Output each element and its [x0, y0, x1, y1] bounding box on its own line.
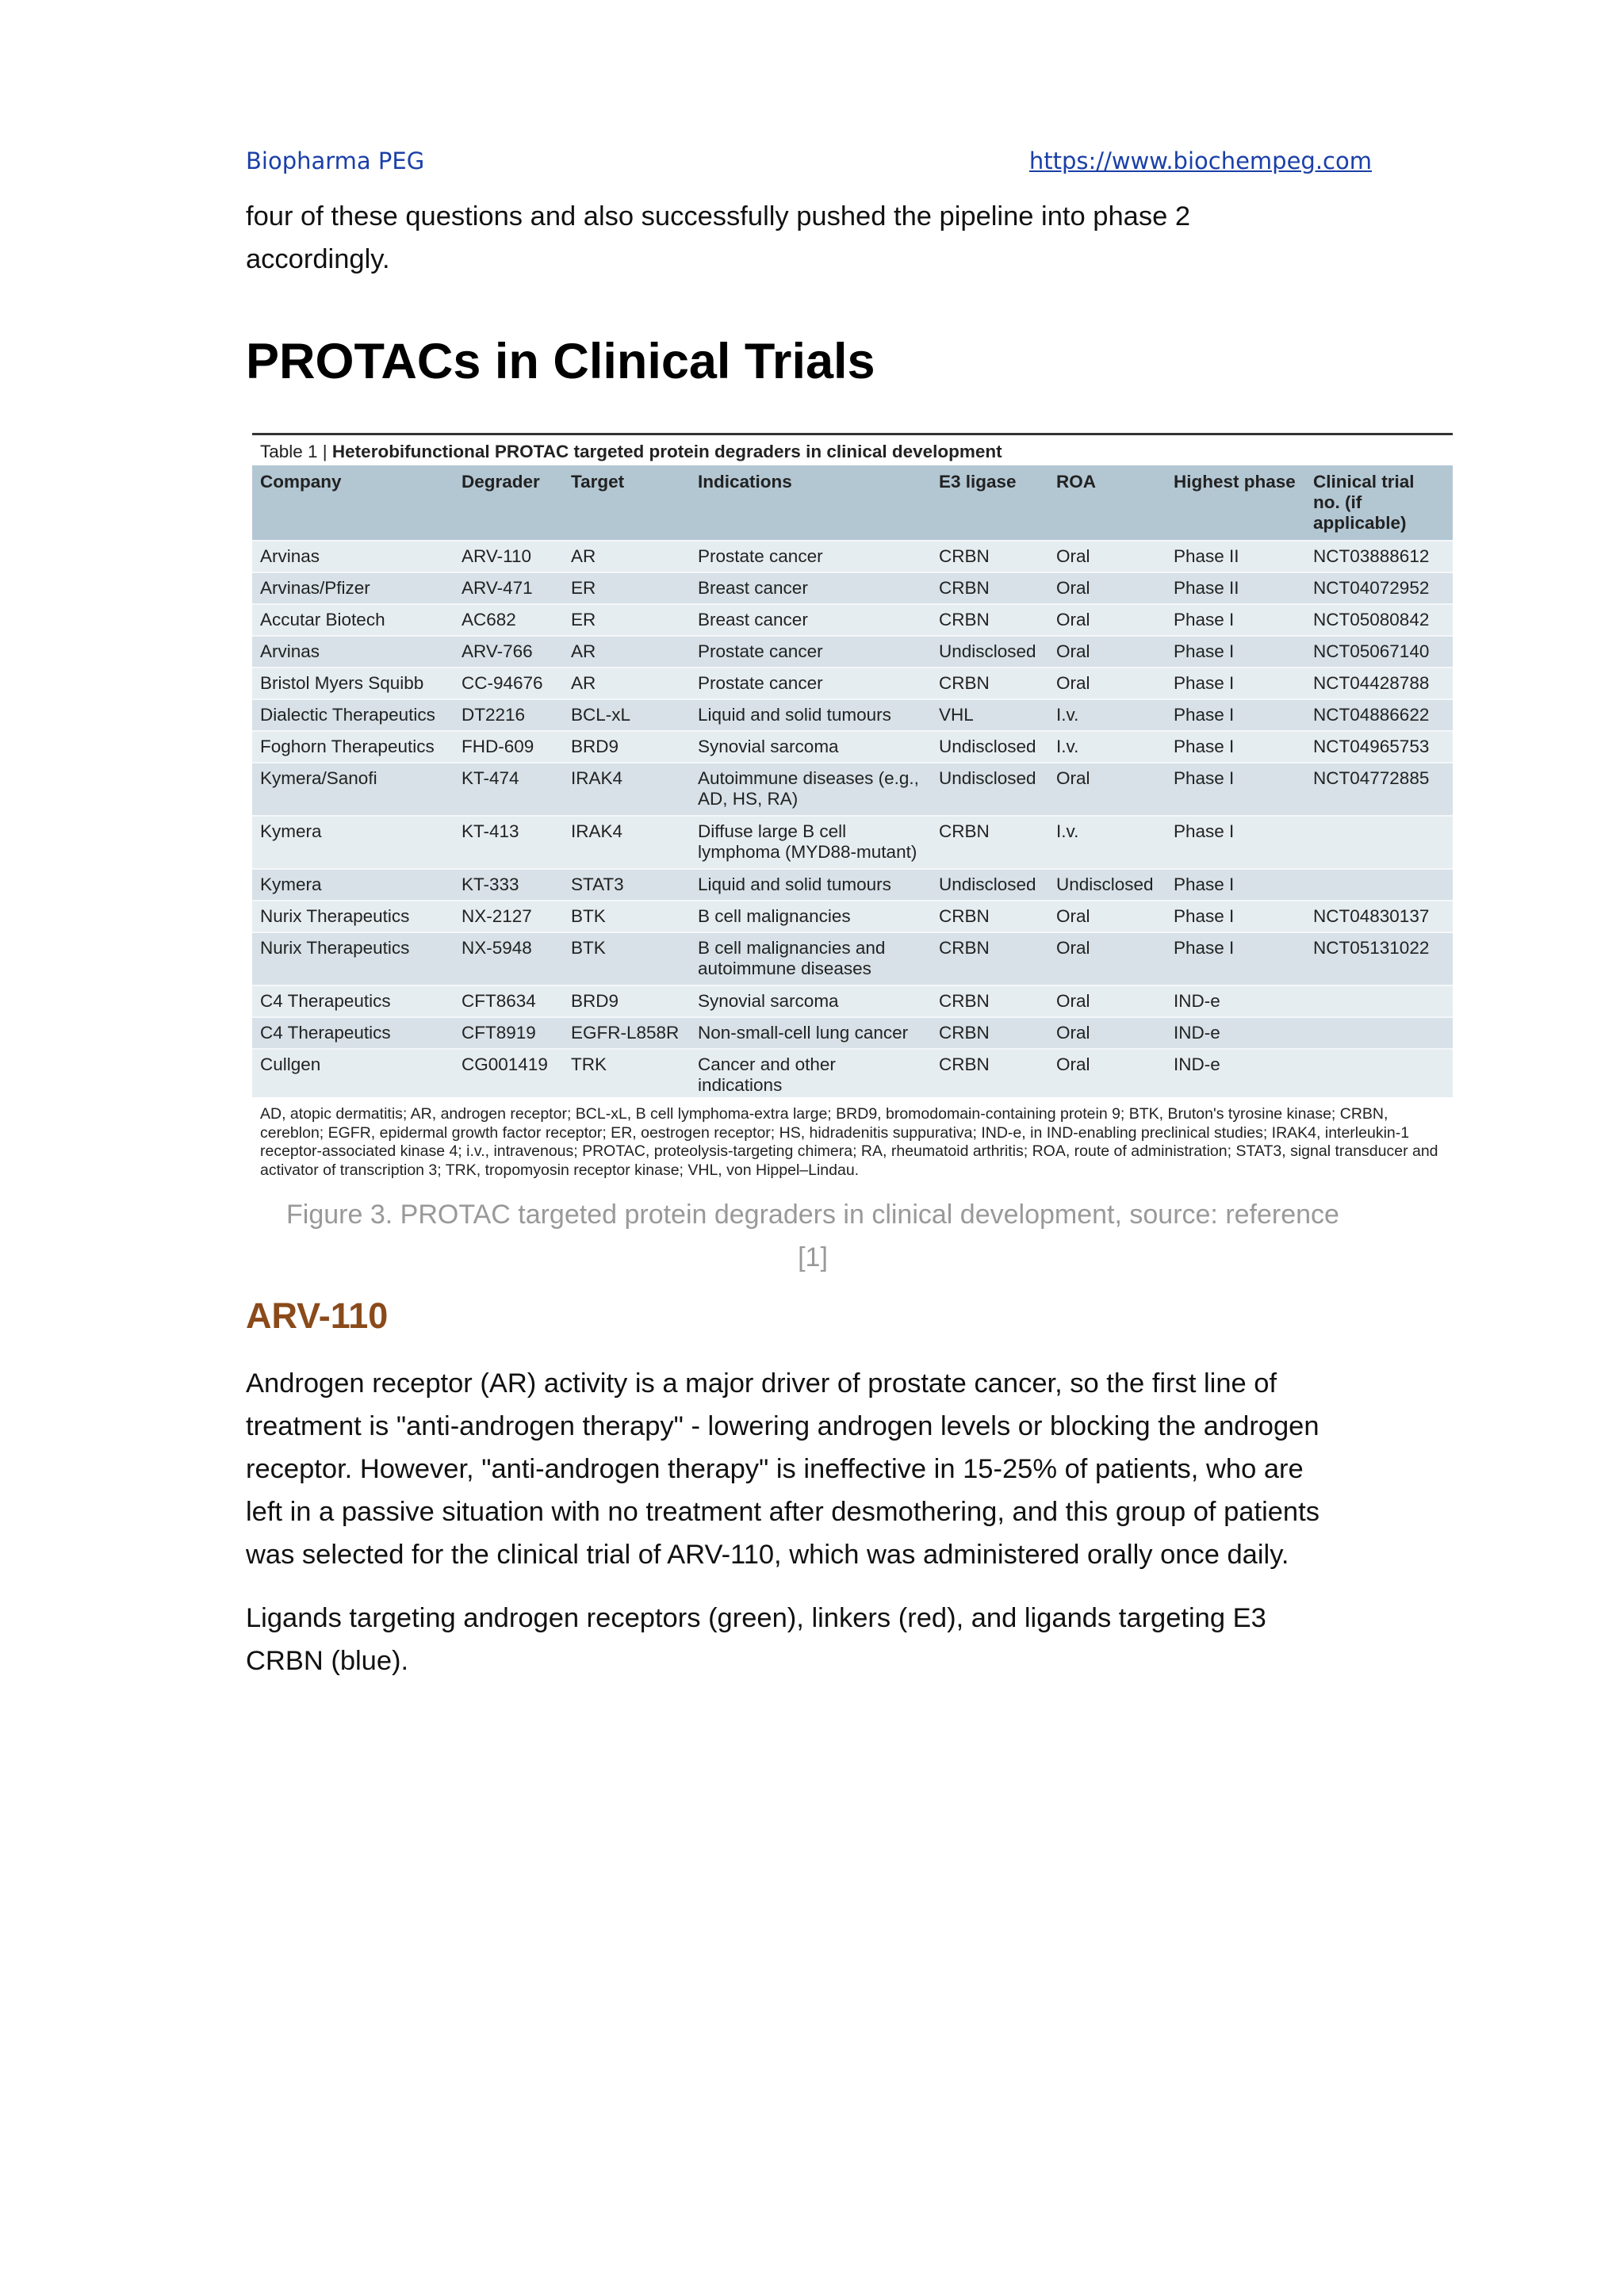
table-cell: Phase I: [1166, 636, 1305, 668]
body-line: left in a passive situation with no treatment after desmothering, and this group of patients: [246, 1497, 1320, 1527]
table-cell: Undisclosed: [931, 731, 1048, 763]
table-cell: CRBN: [931, 816, 1048, 869]
table-title: [252, 435, 1453, 465]
table-cell: TRK: [563, 1049, 690, 1097]
table-cell: DT2216: [454, 699, 563, 731]
table-cell: Kymera: [252, 869, 454, 901]
table-cell: Oral: [1048, 763, 1166, 816]
subsection-title: ARV-110: [246, 1295, 389, 1336]
table-cell: Phase I: [1166, 604, 1305, 636]
table-cell: Bristol Myers Squibb: [252, 668, 454, 699]
table-row: [252, 572, 1453, 604]
body-paragraph-2: [246, 1597, 1388, 1682]
table-row: [252, 901, 1453, 932]
table-row: [252, 668, 1453, 699]
table-row: [252, 932, 1453, 985]
table-cell: Breast cancer: [690, 572, 931, 604]
table-cell: Undisclosed: [931, 763, 1048, 816]
table-cell: Phase I: [1166, 699, 1305, 731]
table-cell: Non-small-cell lung cancer: [690, 1017, 931, 1049]
table-row: [252, 636, 1453, 668]
table-cell: CRBN: [931, 985, 1048, 1017]
table-cell: Oral: [1048, 541, 1166, 572]
table-cell: Oral: [1048, 985, 1166, 1017]
body-line: was selected for the clinical trial of ARV-110, which was administered orally once daily.: [246, 1540, 1289, 1570]
table-cell: Accutar Biotech: [252, 604, 454, 636]
table-cell: CRBN: [931, 1017, 1048, 1049]
table-cell: Oral: [1048, 901, 1166, 932]
table-cell: ARV-766: [454, 636, 563, 668]
table-cell: KT-413: [454, 816, 563, 869]
table-cell: Phase I: [1166, 901, 1305, 932]
table-cell: ER: [563, 572, 690, 604]
table-row: [252, 1017, 1453, 1049]
body-line: receptor. However, "anti-androgen therapy" is ineffective in 15-25% of patients, who are: [246, 1454, 1304, 1484]
table-figure: [252, 433, 1453, 1178]
table-cell: Undisclosed: [931, 869, 1048, 901]
table-cell: KT-474: [454, 763, 563, 816]
column-header: Target: [563, 465, 690, 541]
table-row: [252, 816, 1453, 869]
table-cell: Phase I: [1166, 731, 1305, 763]
body-paragraph-1: [246, 1362, 1388, 1576]
table-cell: Prostate cancer: [690, 636, 931, 668]
table-cell: BTK: [563, 932, 690, 985]
table-cell: Cullgen: [252, 1049, 454, 1097]
table-cell: Dialectic Therapeutics: [252, 699, 454, 731]
table-cell: BCL-xL: [563, 699, 690, 731]
table-cell: Phase I: [1166, 816, 1305, 869]
table-cell: ARV-471: [454, 572, 563, 604]
table-cell: AC682: [454, 604, 563, 636]
table-cell: CRBN: [931, 541, 1048, 572]
column-header: ROA: [1048, 465, 1166, 541]
column-header: Indications: [690, 465, 931, 541]
table-header-row: [252, 465, 1453, 541]
table-cell: IND-e: [1166, 1017, 1305, 1049]
table-cell: CRBN: [931, 932, 1048, 985]
table-cell: NCT05080842: [1305, 604, 1453, 636]
intro-line: four of these questions and also successfully pushed the pipeline into phase 2: [246, 201, 1191, 232]
table-cell: Phase II: [1166, 541, 1305, 572]
table-cell: Arvinas: [252, 636, 454, 668]
table-cell: BTK: [563, 901, 690, 932]
table-cell: AR: [563, 668, 690, 699]
table-cell: Diffuse large B cell lymphoma (MYD88-mutant): [690, 816, 931, 869]
table-cell: Phase II: [1166, 572, 1305, 604]
table-row: [252, 869, 1453, 901]
table-row: [252, 1049, 1453, 1097]
table-cell: NX-5948: [454, 932, 563, 985]
body-line: Ligands targeting androgen receptors (green), linkers (red), and ligands targeting E3: [246, 1603, 1266, 1633]
table-cell: CG001419: [454, 1049, 563, 1097]
table-cell: [1305, 1017, 1453, 1049]
table-cell: Liquid and solid tumours: [690, 699, 931, 731]
table-cell: Oral: [1048, 572, 1166, 604]
table-cell: NCT05131022: [1305, 932, 1453, 985]
table-cell: C4 Therapeutics: [252, 985, 454, 1017]
body-line: treatment is "anti-androgen therapy" - lowering androgen levels or blocking the androgen: [246, 1411, 1320, 1441]
column-header: Clinical trial no. (if applicable): [1305, 465, 1453, 541]
table-footnote: AD, atopic dermatitis; AR, androgen receptor; BCL-xL, B cell lymphoma-extra large; BRD9, bromodomain-containing protein 9; BTK, Bruton's tyrosine kinase; CRBN, cereblon; EGFR, epidermal growth factor receptor; ER, oestrogen receptor; HS, hidradenitis suppurativa; IND-e, in IND-enabling preclinical studies; IRAK4, interleukin-1 receptor-associated kinase 4; i.v., intravenous; PROTAC, proteolysis-targeting chimera; RA, rheumatoid arthritis; ROA, route of administration; STAT3, signal transducer and activator of transcription 3; TRK, tropomyosin receptor kinase; VHL, von Hippel–Lindau.: [260, 1105, 1438, 1179]
column-header: E3 ligase: [931, 465, 1048, 541]
table-cell: Prostate cancer: [690, 668, 931, 699]
table-cell: Arvinas: [252, 541, 454, 572]
table-cell: Prostate cancer: [690, 541, 931, 572]
table-label: Table 1 |: [260, 442, 327, 461]
table-cell: Undisclosed: [931, 636, 1048, 668]
table-cell: Cancer and other indications: [690, 1049, 931, 1097]
caption-line: [1]: [798, 1242, 828, 1272]
section-title: PROTACs in Clinical Trials: [246, 334, 875, 389]
table-cell: I.v.: [1048, 816, 1166, 869]
table-cell: CRBN: [931, 572, 1048, 604]
table-cell: IND-e: [1166, 1049, 1305, 1097]
table-cell: Arvinas/Pfizer: [252, 572, 454, 604]
table-cell: [1305, 985, 1453, 1017]
column-header: Degrader: [454, 465, 563, 541]
table-cell: IND-e: [1166, 985, 1305, 1017]
table-cell: CRBN: [931, 668, 1048, 699]
table-cell: NCT04965753: [1305, 731, 1453, 763]
table-cell: BRD9: [563, 731, 690, 763]
table-row: [252, 731, 1453, 763]
intro-line: accordingly.: [246, 244, 390, 274]
table-cell: Synovial sarcoma: [690, 731, 931, 763]
table-cell: NCT04886622: [1305, 699, 1453, 731]
table-cell: Liquid and solid tumours: [690, 869, 931, 901]
table-row: [252, 604, 1453, 636]
table-cell: Nurix Therapeutics: [252, 901, 454, 932]
table-cell: NCT05067140: [1305, 636, 1453, 668]
table-cell: BRD9: [563, 985, 690, 1017]
table-cell: Oral: [1048, 1017, 1166, 1049]
table-cell: Kymera/Sanofi: [252, 763, 454, 816]
table-cell: Kymera: [252, 816, 454, 869]
table-cell: Phase I: [1166, 932, 1305, 985]
table-cell: Oral: [1048, 636, 1166, 668]
table-cell: I.v.: [1048, 699, 1166, 731]
table-title-text: Heterobifunctional PROTAC targeted protein degraders in clinical development: [331, 442, 1002, 461]
table-cell: CFT8634: [454, 985, 563, 1017]
table-cell: NCT04772885: [1305, 763, 1453, 816]
table-cell: AR: [563, 636, 690, 668]
table-cell: FHD-609: [454, 731, 563, 763]
table-cell: NCT04830137: [1305, 901, 1453, 932]
table-cell: NX-2127: [454, 901, 563, 932]
table-cell: B cell malignancies and autoimmune diseases: [690, 932, 931, 985]
intro-paragraph: [246, 195, 1388, 281]
table-cell: IRAK4: [563, 763, 690, 816]
table-cell: Undisclosed: [1048, 869, 1166, 901]
table-row: [252, 541, 1453, 572]
body-line: Androgen receptor (AR) activity is a major driver of prostate cancer, so the first line of: [246, 1368, 1277, 1399]
table-cell: ER: [563, 604, 690, 636]
table-body: [252, 541, 1453, 1097]
table-cell: [1305, 869, 1453, 901]
table-cell: CRBN: [931, 901, 1048, 932]
table-row: [252, 699, 1453, 731]
table-cell: Foghorn Therapeutics: [252, 731, 454, 763]
header-brand: Biopharma PEG: [246, 147, 425, 174]
table-cell: Phase I: [1166, 763, 1305, 816]
table-cell: [1305, 1049, 1453, 1097]
table-cell: NCT04072952: [1305, 572, 1453, 604]
table-cell: Oral: [1048, 1049, 1166, 1097]
table-cell: Phase I: [1166, 869, 1305, 901]
table-cell: Phase I: [1166, 668, 1305, 699]
table-cell: I.v.: [1048, 731, 1166, 763]
table-cell: Oral: [1048, 604, 1166, 636]
table-cell: Autoimmune diseases (e.g., AD, HS, RA): [690, 763, 931, 816]
table-cell: B cell malignancies: [690, 901, 931, 932]
table-cell: CFT8919: [454, 1017, 563, 1049]
table-cell: [1305, 816, 1453, 869]
table-row: [252, 985, 1453, 1017]
header-link[interactable]: https://www.biochempeg.com: [1028, 147, 1372, 174]
table-cell: IRAK4: [563, 816, 690, 869]
table-cell: Breast cancer: [690, 604, 931, 636]
page-header: [246, 147, 1372, 174]
table-cell: Nurix Therapeutics: [252, 932, 454, 985]
table-cell: NCT04428788: [1305, 668, 1453, 699]
table-cell: Synovial sarcoma: [690, 985, 931, 1017]
body-line: CRBN (blue).: [246, 1646, 409, 1676]
degrader-table: [252, 465, 1453, 1097]
table-cell: Oral: [1048, 932, 1166, 985]
caption-line: Figure 3. PROTAC targeted protein degraders in clinical development, source: reference: [286, 1200, 1339, 1230]
table-row: [252, 763, 1453, 816]
table-cell: NCT03888612: [1305, 541, 1453, 572]
table-cell: C4 Therapeutics: [252, 1017, 454, 1049]
table-cell: CC-94676: [454, 668, 563, 699]
figure-caption: [246, 1193, 1380, 1279]
table-cell: EGFR-L858R: [563, 1017, 690, 1049]
column-header: Highest phase: [1166, 465, 1305, 541]
table-cell: STAT3: [563, 869, 690, 901]
table-cell: ARV-110: [454, 541, 563, 572]
table-cell: KT-333: [454, 869, 563, 901]
table-cell: AR: [563, 541, 690, 572]
table-cell: CRBN: [931, 1049, 1048, 1097]
column-header: Company: [252, 465, 454, 541]
table-cell: CRBN: [931, 604, 1048, 636]
table-cell: Oral: [1048, 668, 1166, 699]
table-cell: VHL: [931, 699, 1048, 731]
